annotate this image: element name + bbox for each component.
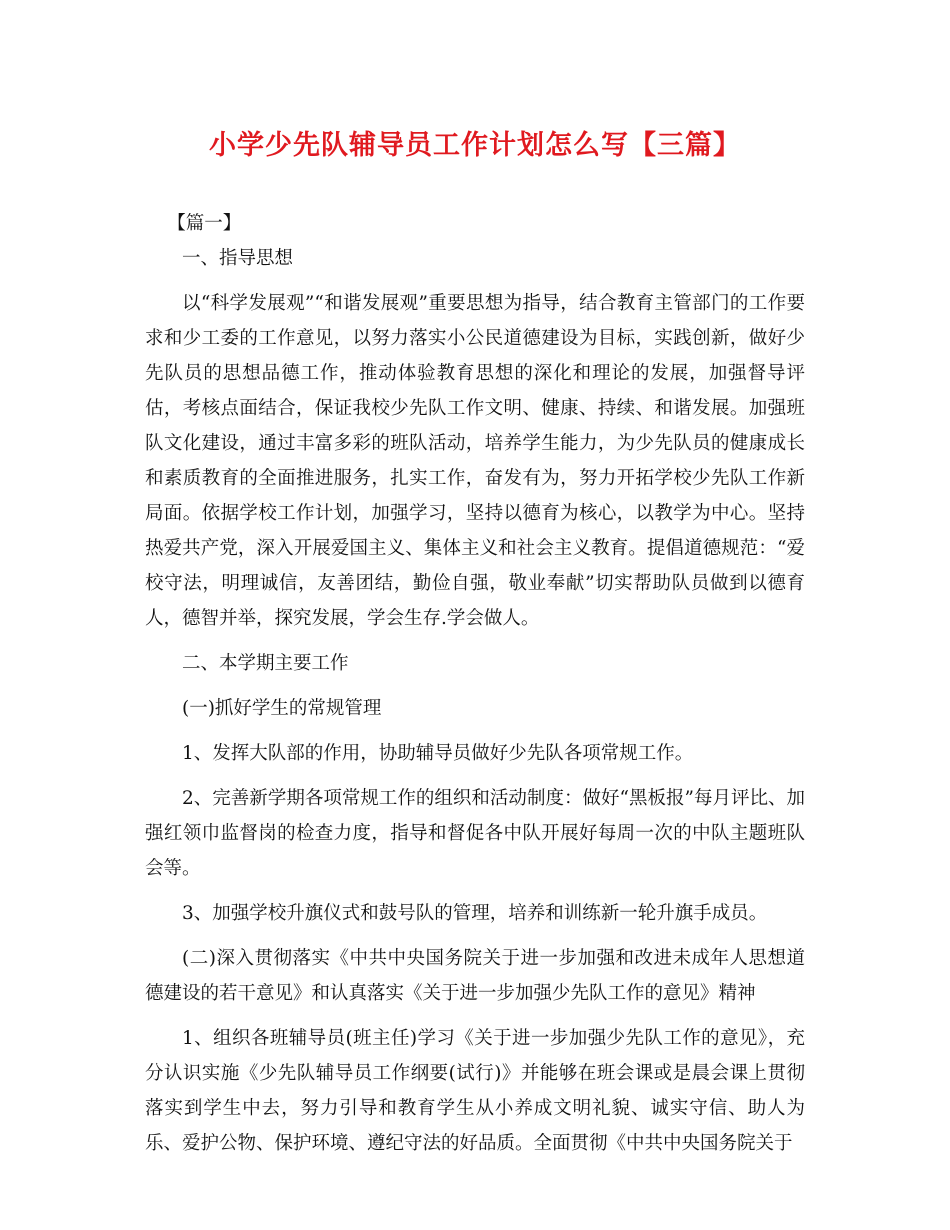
paragraph-implementation-1: 1、组织各班辅导员(班主任)学习《关于进一步加强少先队工作的意见》，充分认识实施《少先队辅导员工作纲要(试行)》并能够在班会课或是晨会课上贯彻落实到学生中去，努力引导和教育学生从小养成文明礼貌、诚实守信、助人为乐、爱护公物、保护环境、遵纪守法的好品质。全面贯彻《中共中央国务院关于 <box>145 1028 805 1154</box>
list-item-1: 1、发挥大队部的作用，协助辅导员做好少先队各项常规工作。 <box>182 743 694 764</box>
list-item-3: 3、加强学校升旗仪式和鼓号队的管理，培养和训练新一轮升旗手成员。 <box>182 903 768 924</box>
subheading-routine-management: (一)抓好学生的常规管理 <box>182 698 382 719</box>
section-heading-part-one: 【篇一】 <box>167 213 242 234</box>
heading-guiding-ideology: 一、指导思想 <box>182 248 294 269</box>
document-title: 小学少先队辅导员工作计划怎么写【三篇】 <box>209 130 741 161</box>
paragraph-guiding-ideology: 以“科学发展观”“和谐发展观”重要思想为指导，结合教育主管部门的工作要求和少工委的工作意见，以努力落实小公民道德建设为目标，实践创新，做好少先队员的思想品德工作，推动体验教育思想的深化和理论的发展，加强督导评估，考核点面结合，保证我校少先队工作文明、健康、持续、和谐发展。加强班队文化建设，通过丰富多彩的班队活动，培养学生能力，为少先队员的健康成长和素质教育的全面推进服务，扎实工作，奋发有为，努力开拓学校少先队工作新局面。依据学校工作计划，加强学习，坚持以德育为核心，以教学为中心。坚持热爱共产党，深入开展爱国主义、集体主义和社会主义教育。提倡道德规范：“爱校守法，明理诚信，友善团结，勤俭自强，敬业奉献”切实帮助队员做到以德育人，德智并举，探究发展，学会生存.学会做人。 <box>145 293 805 629</box>
subheading-implementation: (二)深入贯彻落实《中共中央国务院关于进一步加强和改进未成年人思想道德建设的若干意见》和认真落实《关于进一步加强少先队工作的意见》精神 <box>145 948 805 1004</box>
heading-main-work: 二、本学期主要工作 <box>182 653 349 674</box>
list-item-2: 2、完善新学期各项常规工作的组织和活动制度：做好“黑板报”每月评比、加强红领巾监督岗的检查力度，指导和督促各中队开展好每周一次的中队主题班队会等。 <box>145 788 805 879</box>
document-body <box>145 206 805 1171</box>
